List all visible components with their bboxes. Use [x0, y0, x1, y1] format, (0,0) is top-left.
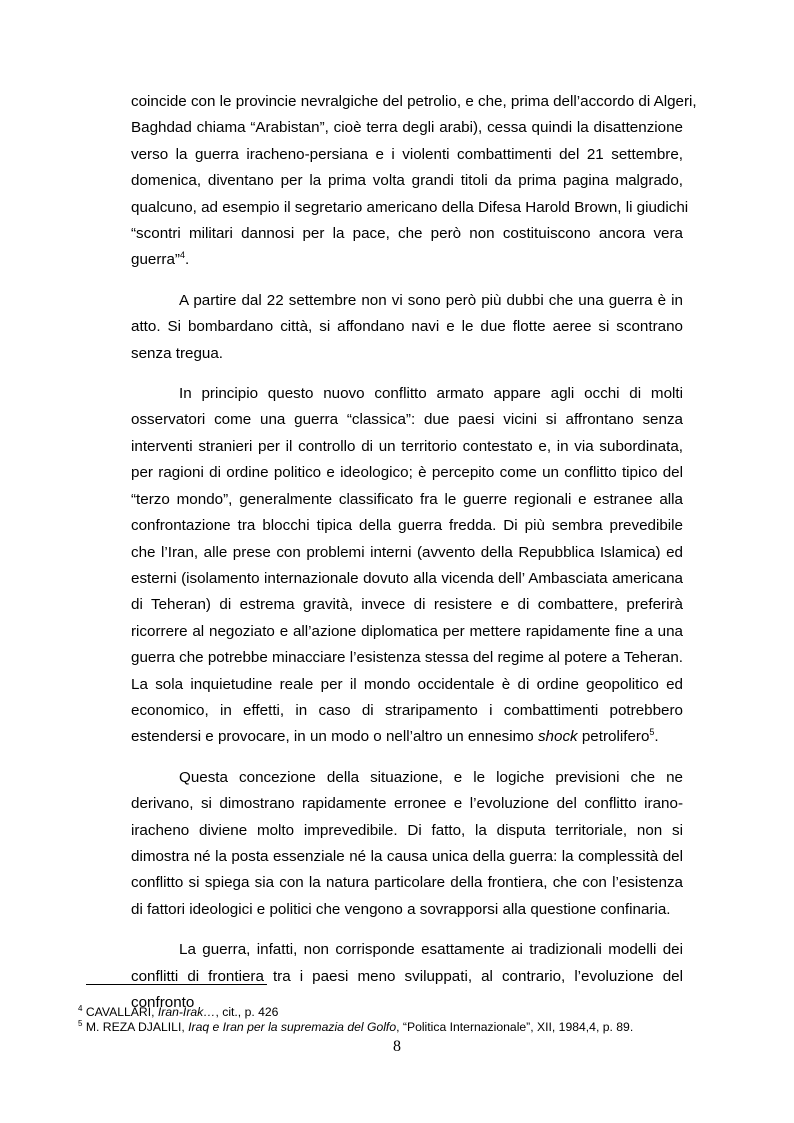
footnote-title: Iraq e Iran per la supremazia del Golfo	[188, 1019, 397, 1034]
text-line: verso la guerra iracheno-persiana e i violenti combattimenti del 21 settembre,	[131, 145, 683, 163]
footnote-separator	[86, 984, 267, 985]
paragraph-tail: .	[184, 251, 190, 269]
paragraph-2	[131, 288, 683, 367]
footnote-4	[78, 1005, 698, 1020]
footnote-ref: 5	[649, 727, 655, 738]
paragraph-3: In principio questo nuovo conflitto armato appare agli occhi di molti osservatori come una guerra “classica”: due paesi vicini si affrontano senza interventi stranieri per il controllo di un territorio contestato e, in via subordinata, per ragioni di ordine politico e ideologico; è percepito come un conflitto tipico del “terzo mondo”, generalmente classificato fra le guerre regionali e estranee alla confrontazione tra blocchi tipica della guerra fredda. Di più sembra prevedibile che l’Iran, alle prese con problemi interni (avvento della Repubblica Islamica) ed esterni (isolamento internazionale dovuto alla vicenda dell’ Ambasciata americana di Teheran) di estrema gravità, invece di resistere e di combattere, preferirà ricorrere al negoziato e all’azione diplomatica per mettere rapidamente fine a una guerra che potrebbe minacciare l’esistenza stessa del regime al potere a Teheran. La sola inquietudine reale per il mondo occidentale è di ordine geopolitico ed economico, in effetti, in caso di straripamento i combattimenti potrebbero estendersi e provocare, in un modo o nell’altro un ennesimo shock petrolifero$^5$.	[131, 385, 683, 746]
paragraph-text: A partire dal 22 settembre non vi sono però più dubbi che una guerra è in atto. Si bombardano città, si affondano navi e le due flotte aeree si scontrano senza tregua.	[131, 291, 683, 362]
footnote-author: CAVALLARI,	[85, 1005, 158, 1019]
footnotes	[78, 1005, 698, 1034]
paragraph-text: In principio questo nuovo conflitto armato appare agli occhi di molti osservatori come una guerra “classica”: due paesi vicini si affrontano senza interventi stranieri per il controllo di un territorio contestato e, in via subordinata, per ragioni di ordine politico e ideologico; è percepito come un conflitto tipico del “terzo mondo”, generalmente classificato fra le guerre regionali e estranee alla confrontazione tra blocchi tipica della guerra fredda. Di più sembra prevedibile che l’Iran, alle prese con problemi interni (avvento della Repubblica Islamica) ed esterni (isolamento internazionale dovuto alla vicenda dell’ Ambasciata americana di Teheran) di estrema gravità, invece di resistere e di combattere, preferirà ricorrere al negoziato e all’azione diplomatica per mettere rapidamente fine a una guerra che potrebbe minacciare l’esistenza stessa del regime al potere a Teheran. La sola inquietudine reale per il mondo occidentale è di ordine geopolitico ed economico, in effetti, in caso di straripamento i combattimenti potrebbero estendersi e provocare, in un modo o nell’altro un ennesimo	[131, 385, 683, 746]
footnote-5	[78, 1020, 698, 1035]
paragraph-text-after: petrolifero	[577, 728, 650, 746]
page-number: 8	[393, 1038, 401, 1055]
footnote-number: 4	[78, 1003, 83, 1013]
paragraph-text: Questa concezione della situazione, e le logiche previsioni che ne derivano, si dimostrano rapidamente erronee e l’evoluzione del conflitto irano-iracheno diviene molto imprevedibile. Di fatto, la disputa territoriale, non si dimostra né la posta essenziale né la causa unica della guerra: la complessità del conflitto si spiega sia con la natura particolare della frontiera, che con l’esistenza di fattori ideologici e politici che vengono a sovrapporsi alla questione confinaria.	[131, 768, 683, 918]
footnote-title: Iran-Irak…	[157, 1005, 216, 1019]
paragraph-1	[131, 89, 697, 274]
paragraph-4	[131, 765, 683, 923]
text-line: “scontri militari dannosi per la pace, che però non costituiscono ancora vera	[131, 225, 683, 243]
footnote-rest: , “Politica Internazionale”, XII, 1984,4, p. 89.	[396, 1019, 634, 1034]
paragraph-text: La guerra, infatti, non corrisponde esattamente ai tradizionali modelli dei conflitti di frontiera tra i paesi meno sviluppati, al contrario, l’evoluzione del confronto	[131, 941, 683, 1011]
footnote-number: 5	[78, 1018, 83, 1028]
text-line: qualcuno, ad esempio il segretario americano della Difesa Harold Brown, li giudichi	[131, 198, 689, 216]
text-line: guerra”	[131, 251, 180, 269]
text-line: domenica, diventano per la prima volta grandi titoli da prima pagina malgrado,	[131, 172, 683, 190]
text-line: coincide con le provincie nevralgiche del petrolio, e che, prima dell’accordo di Algeri,	[131, 93, 697, 110]
footnote-rest: , cit., p. 426	[215, 1005, 279, 1019]
body-text	[131, 89, 697, 1016]
text-line-last	[131, 247, 683, 273]
italic-term: shock	[537, 728, 578, 746]
footnote-ref: 4	[179, 250, 185, 261]
text-line: Baghdad chiama “Arabistan”, cioè terra degli arabi), cessa quindi la disattenzione	[131, 119, 683, 137]
footnote-author: M. REZA DJALILI,	[85, 1019, 189, 1034]
